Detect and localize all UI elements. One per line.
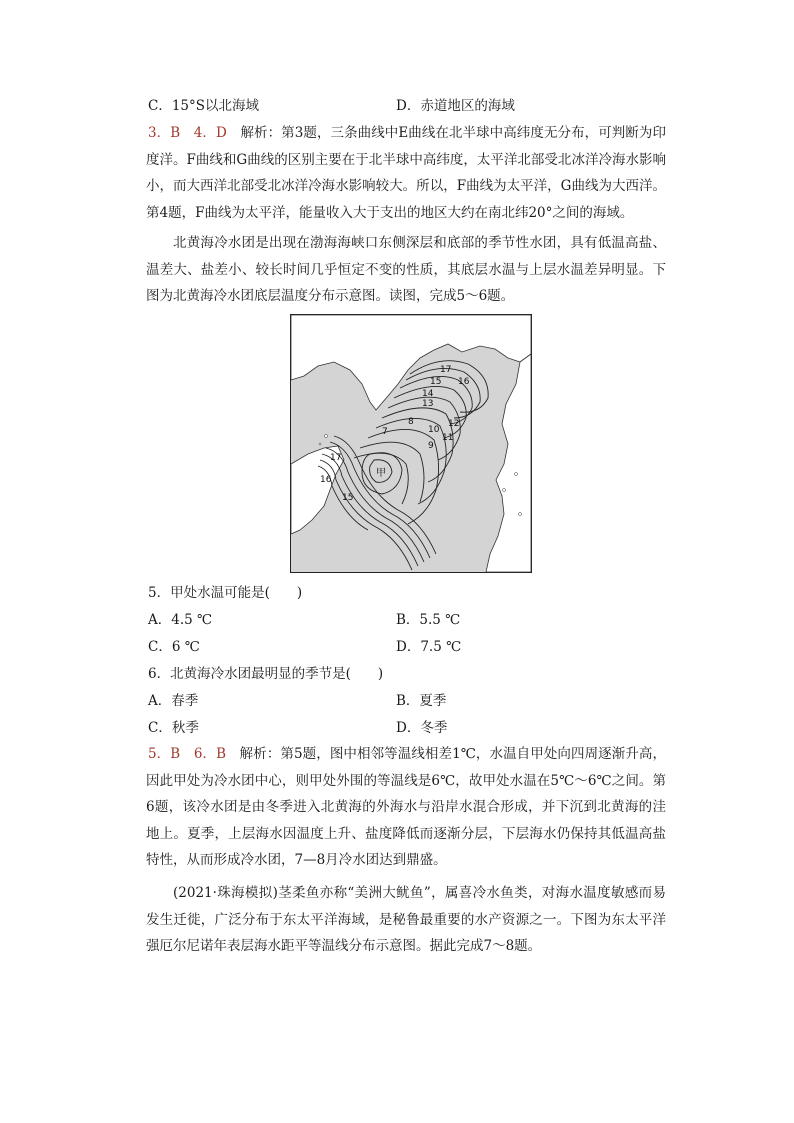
- question-intro-7-8: (2021·珠海模拟)茎柔鱼亦称“美洲大鱿鱼”，属喜冷水鱼类，对海水温度敏感而易发生迁徙，广泛分布于东太平洋海域，是秘鲁最重要的水产资源之一。下图为东太平洋强厄尔尼诺年表层海水距平等温线分布示意图。据此完成7～8题。: [146, 885, 666, 954]
- option-d-q2: D．赤道地区的海域: [396, 98, 515, 114]
- option-b-q6: B．夏季: [396, 693, 447, 709]
- contour-label: 14: [422, 389, 434, 399]
- map-svg: [290, 314, 532, 573]
- contour-label: 16: [458, 377, 470, 387]
- option-a-q6: A．春季: [148, 693, 199, 709]
- cold-water-mass-map: [290, 314, 532, 573]
- answer-label: 3．B 4．D: [148, 125, 227, 141]
- contour-label: 7: [382, 427, 388, 437]
- island: [503, 489, 506, 492]
- answer-explanation-3-4: [146, 120, 666, 226]
- contour-label: 9: [428, 441, 434, 451]
- contour-label: 10: [428, 425, 440, 435]
- option-a-q5: A．4.5 ℃: [148, 612, 213, 628]
- answer-label: 5．B 6．B: [148, 746, 227, 762]
- island: [325, 435, 328, 438]
- answer-text: 解析：第3题，三条曲线中E曲线在北半球中高纬度无分布，可判断为印度洋。F曲线和G曲线的区别主要在于北半球中高纬度，太平洋北部受北冰洋冷海水影响小，而大西洋北部受北冰洋冷海水影响较大。所以，F曲线为太平洋，G曲线为大西洋。第4题，F曲线为太平洋，能量收入大于支出的地区大约在南北纬20°之间的海域。: [146, 125, 666, 221]
- contour-label: 15: [342, 493, 354, 503]
- option-c-q5: C．6 ℃: [148, 639, 200, 655]
- island: [515, 473, 518, 476]
- contour-label: 17: [440, 365, 452, 375]
- contour-label: 8: [408, 417, 414, 427]
- option-d-q5: D．7.5 ℃: [396, 639, 462, 655]
- question-5-stem: 5．甲处水温可能是( ): [148, 585, 303, 601]
- option-b-q5: B．5.5 ℃: [396, 612, 461, 628]
- question-intro-5-6: 北黄海冷水团是出现在渤海海峡口东侧深层和底部的季节性水团，具有低温高盐、温差大、盐差小、较长时间几乎恒定不变的性质，其底层水温与上层水温差异明显。下图为北黄海冷水团底层温度分布示意图。读图，完成5～6题。: [146, 235, 666, 304]
- answer-explanation-5-6: [146, 741, 666, 874]
- option-c-q6: C．秋季: [148, 720, 199, 736]
- option-c-q2: C．15°S以北海域: [148, 98, 260, 114]
- option-d-q6: D．冬季: [396, 720, 448, 736]
- contour-label: 16: [320, 475, 332, 485]
- island: [519, 513, 522, 516]
- contour-label: 15: [430, 377, 442, 387]
- contour-label: 11: [442, 433, 454, 443]
- point-jia-label: 甲: [376, 468, 386, 479]
- island: [319, 443, 321, 445]
- answer-text: 解析：第5题，图中相邻等温线相差1℃，水温自甲处向四周逐渐升高，因此甲处为冷水团中心，则甲处外围的等温线是6℃，故甲处水温在5℃～6℃之间。第6题，该冷水团是由冬季进入北黄海的外海水与沿岸水混合形成，并下沉到北黄海的洼地上。夏季，上层海水因温度上升、盐度降低而逐渐分层，下层海水仍保持其低温高盐特性，从而形成冷水团，7—8月冷水团达到鼎盛。: [146, 746, 666, 868]
- contour-label: 13: [422, 399, 434, 409]
- contour-label: 12: [448, 419, 460, 429]
- question-6-stem: 6．北黄海冷水团最明显的季节是( ): [148, 666, 384, 682]
- contour-label: 17: [330, 453, 342, 463]
